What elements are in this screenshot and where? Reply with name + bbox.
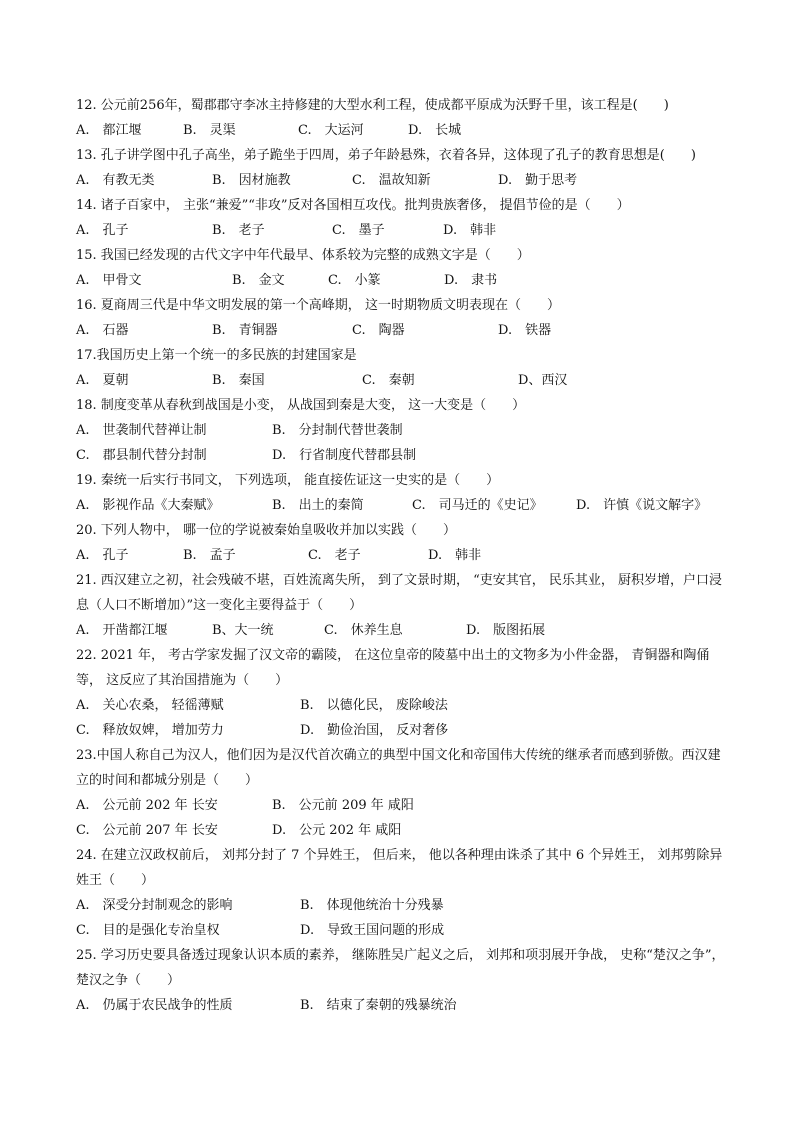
option-a: A. 孔子 — [76, 548, 129, 563]
option-c: C. 小篆 — [328, 273, 381, 288]
question-stem: 12. 公元前256年，蜀郡郡守李冰主持修建的大型水利工程，使成都平原成为沃野千里，该工程是( ) — [76, 98, 669, 113]
option-c: C. 温故知新 — [352, 173, 431, 188]
option-c: C. 秦朝 — [362, 373, 415, 388]
question-15 — [76, 243, 726, 293]
option-c: C. 郡县制代替分封制 — [76, 448, 207, 463]
question-12 — [76, 93, 726, 143]
option-c: C. 休养生息 — [324, 623, 403, 638]
option-a: A. 关心农桑， 轻徭薄赋 — [76, 698, 224, 713]
options-row — [76, 268, 726, 293]
option-a: A. 深受分封制观念的影响 — [76, 898, 233, 913]
option-b: B. 秦国 — [212, 373, 265, 388]
option-c: C. 公元前 207 年 长安 — [76, 823, 218, 838]
question-stem: 24. 在建立汉政权前后， 刘邦分封了 7 个异姓王， 但后来， 他以各种理由诛杀了其中 6 个异姓王， 刘邦剪除异姓王（ ） — [76, 848, 723, 888]
question-stem: 25. 学习历史要具备透过现象认识本质的素养， 继陈胜吴广起义之后， 刘邦和项羽展开争战， 史称“楚汉之争”， 楚汉之争（ ） — [76, 948, 725, 988]
option-d: D. 长城 — [408, 123, 462, 138]
question-17 — [76, 343, 726, 393]
option-c: C. 墨子 — [332, 223, 385, 238]
option-a: A. 仍属于农民战争的性质 — [76, 998, 233, 1013]
option-c: C. 司马迁的《史记》 — [412, 498, 543, 513]
question-16 — [76, 293, 726, 343]
options-row — [76, 543, 726, 568]
options-row — [76, 993, 726, 1018]
option-b: B. 因材施教 — [212, 173, 291, 188]
question-stem: 16. 夏商周三代是中华文明发展的第一个高峰期， 这一时期物质文明表现在（ ） — [76, 298, 560, 313]
option-c: C. 释放奴婢， 增加劳力 — [76, 723, 224, 738]
option-a: A. 开凿都江堰 — [76, 623, 168, 638]
option-d: D. 勤俭治国， 反对奢侈 — [300, 723, 449, 738]
option-a: A. 影视作品《大秦赋》 — [76, 498, 220, 513]
option-b: B. 老子 — [212, 223, 265, 238]
option-a: A. 孔子 — [76, 223, 129, 238]
option-b: B. 出土的秦简 — [272, 498, 364, 513]
option-c: C. 目的是强化专治皇权 — [76, 923, 220, 938]
question-stem: 21. 西汉建立之初，社会残破不堪，百姓流离失所， 到了文景时期， “吏安其官， 民乐其业， 厨积岁增，户口浸息（人口不断增加）”这一变化主要得益于（ ） — [76, 573, 722, 613]
option-d: D. 公元 202 年 咸阳 — [272, 823, 402, 838]
question-stem: 17.我国历史上第一个统一的多民族的封建国家是 — [76, 348, 357, 363]
options-row — [76, 418, 726, 443]
option-d: D. 韩非 — [443, 223, 497, 238]
question-24 — [76, 843, 726, 943]
options-row — [76, 693, 726, 718]
option-d: D. 勤于思考 — [498, 173, 578, 188]
options-row — [76, 118, 726, 143]
question-stem: 15. 我国已经发现的古代文字中年代最早、体系较为完整的成熟文字是（ ） — [76, 248, 530, 263]
option-d: D. 铁器 — [498, 323, 552, 338]
options-row — [76, 818, 726, 843]
option-b: B. 结束了秦朝的残暴统治 — [300, 998, 457, 1013]
option-a: A. 世袭制代替禅让制 — [76, 423, 207, 438]
option-b: B. 孟子 — [183, 548, 236, 563]
option-d: D. 行省制度代替郡县制 — [272, 448, 417, 463]
option-d: D. 版图拓展 — [466, 623, 546, 638]
question-stem: 14. 诸子百家中， 主张“兼爱”“非攻”反对各国相互攻伐。批判贵族奢侈， 提倡节俭的是（ ） — [76, 198, 630, 213]
option-a: A. 夏朝 — [76, 373, 129, 388]
option-b: B、大一统 — [212, 623, 274, 638]
option-b: B. 灵渠 — [183, 123, 236, 138]
question-18 — [76, 393, 726, 468]
question-stem: 18. 制度变革从春秋到战国是小变， 从战国到秦是大变， 这一大变是（ ） — [76, 398, 526, 413]
question-stem: 22. 2021 年， 考古学家发掘了汉文帝的霸陵， 在这位皇帝的陵墓中出土的文物多为小件金器， 青铜器和陶俑等， 这反应了其治国措施为（ ） — [76, 648, 710, 688]
question-14 — [76, 193, 726, 243]
option-c: C. 大运河 — [298, 123, 364, 138]
option-d: D、西汉 — [518, 373, 568, 388]
options-row — [76, 368, 726, 393]
question-stem: 19. 秦统一后实行书同文， 下列选项， 能直接佐证这一史实的是（ ） — [76, 473, 500, 488]
options-row — [76, 443, 726, 468]
options-row — [76, 918, 726, 943]
option-b: B. 以德化民， 废除峻法 — [300, 698, 448, 713]
option-d: D. 隶书 — [444, 273, 498, 288]
options-row — [76, 893, 726, 918]
options-row — [76, 718, 726, 743]
question-23 — [76, 743, 726, 843]
question-22 — [76, 643, 726, 743]
options-row — [76, 618, 726, 643]
option-c: C. 陶器 — [352, 323, 405, 338]
option-d: D. 韩非 — [428, 548, 482, 563]
option-b: B. 体现他统治十分残暴 — [300, 898, 444, 913]
option-d: D. 导致王国问题的形成 — [300, 923, 445, 938]
question-21 — [76, 568, 726, 643]
option-b: B. 公元前 209 年 咸阳 — [272, 798, 414, 813]
option-a: A. 石器 — [76, 323, 129, 338]
option-a: A. 都江堰 — [76, 123, 142, 138]
options-row — [76, 493, 726, 518]
options-row — [76, 318, 726, 343]
options-row — [76, 218, 726, 243]
question-stem: 13. 孔子讲学图中孔子高坐，弟子跪坐于四周，弟子年龄悬殊，衣着各异，这体现了孔子的教育思想是( ) — [76, 148, 696, 163]
options-row — [76, 168, 726, 193]
options-row — [76, 793, 726, 818]
option-c: C. 老子 — [308, 548, 361, 563]
option-d: D. 许慎《说文解字》 — [576, 498, 708, 513]
question-stem: 23.中国人称自己为汉人，他们因为是汉代首次确立的典型中国文化和帝国伟大传统的继承者而感到骄傲。西汉建立的时间和都城分别是（ ） — [76, 748, 721, 788]
question-13 — [76, 143, 726, 193]
question-stem: 20. 下列人物中， 哪一位的学说被秦始皇吸收并加以实践（ ） — [76, 523, 456, 538]
question-20 — [76, 518, 726, 568]
option-b: B. 金文 — [232, 273, 285, 288]
option-a: A. 公元前 202 年 长安 — [76, 798, 218, 813]
option-a: A. 甲骨文 — [76, 273, 142, 288]
option-b: B. 青铜器 — [212, 323, 278, 338]
question-25 — [76, 943, 726, 1018]
option-a: A. 有教无类 — [76, 173, 155, 188]
option-b: B. 分封制代替世袭制 — [272, 423, 403, 438]
question-19 — [76, 468, 726, 518]
